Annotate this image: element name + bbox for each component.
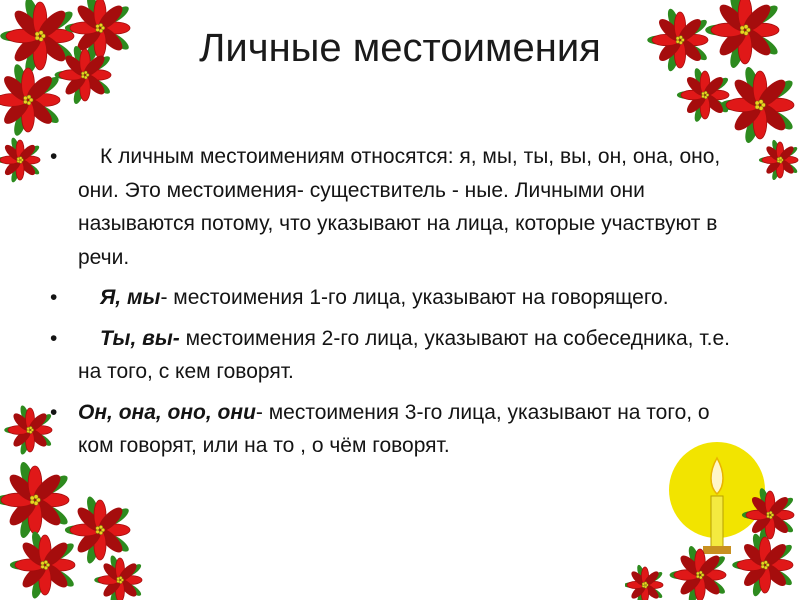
bullet-item-1 bbox=[48, 140, 748, 274]
bullet-text: К личным местоимениям относятся: я, мы, ты, вы, он, она, оно, они. Это местоимения- существитель - ные. Личными они называются потому, что указывают на лица, которые участвуют в речи. bbox=[78, 145, 721, 269]
slide-title: Личные местоимения bbox=[199, 26, 601, 70]
bullet-lead: Он, она, оно, они bbox=[78, 400, 256, 424]
bullet-list bbox=[48, 140, 748, 463]
bullet-text: - местоимения 3-го лица, указывают на того, о ком говорят, или на то , о чём говорят. bbox=[78, 400, 710, 457]
bullet-item-3 bbox=[48, 322, 748, 389]
slide-body bbox=[48, 140, 748, 470]
bullet-item-4 bbox=[48, 396, 748, 463]
bullet-item-2 bbox=[48, 281, 748, 315]
bullet-lead: Я, мы bbox=[100, 286, 161, 309]
bullet-lead: Ты, вы- bbox=[100, 326, 180, 350]
bullet-text: - местоимения 1-го лица, указывают на говорящего. bbox=[160, 286, 669, 309]
bullet-text: местоимения 2-го лица, указывают на собеседника, т.е. на того, с кем говорят. bbox=[78, 326, 730, 383]
